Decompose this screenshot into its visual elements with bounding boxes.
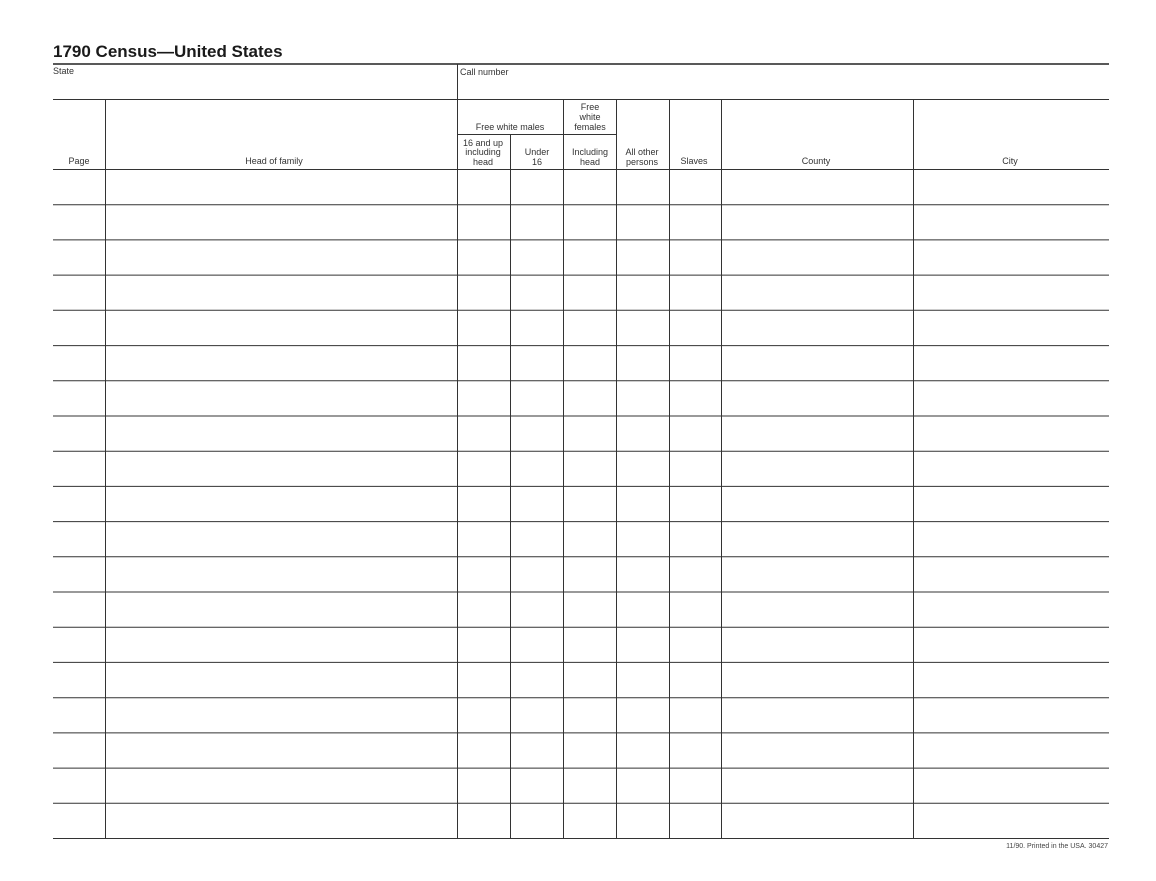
col-header-free-white-males: Free white males xyxy=(475,122,545,132)
col-header-county: County xyxy=(801,156,831,166)
state-label: State xyxy=(53,66,75,76)
col-header-under-16-line2: 16 xyxy=(531,157,543,167)
col-header-males-16-up-line3: head xyxy=(472,157,494,167)
col-header-city: City xyxy=(1002,156,1018,166)
call-number-label: Call number xyxy=(460,67,509,77)
col-header-all-other-line2: persons xyxy=(625,157,659,167)
col-header-free-white-females-line2: white xyxy=(579,112,601,122)
form-footer: 11/90. Printed in the USA. 30427 xyxy=(1006,843,1108,850)
form-title: 1790 Census—United States xyxy=(53,42,283,61)
col-header-slaves: Slaves xyxy=(680,156,708,166)
col-header-males-16-up-line1: 16 and up xyxy=(462,138,504,148)
col-header-including-head-line1: Including xyxy=(571,147,609,157)
col-header-all-other-line1: All other xyxy=(625,147,659,157)
row-rules xyxy=(53,205,1109,839)
col-header-under-16-line1: Under xyxy=(524,147,550,157)
col-header-males-16-up-line2: including xyxy=(465,147,501,157)
col-header-free-white-females-line1: Free xyxy=(580,102,600,112)
col-header-including-head-line2: head xyxy=(579,157,601,167)
col-header-free-white-females-line3: females xyxy=(574,122,606,132)
col-header-page: Page xyxy=(68,156,90,166)
col-header-head-of-family: Head of family xyxy=(245,156,303,166)
